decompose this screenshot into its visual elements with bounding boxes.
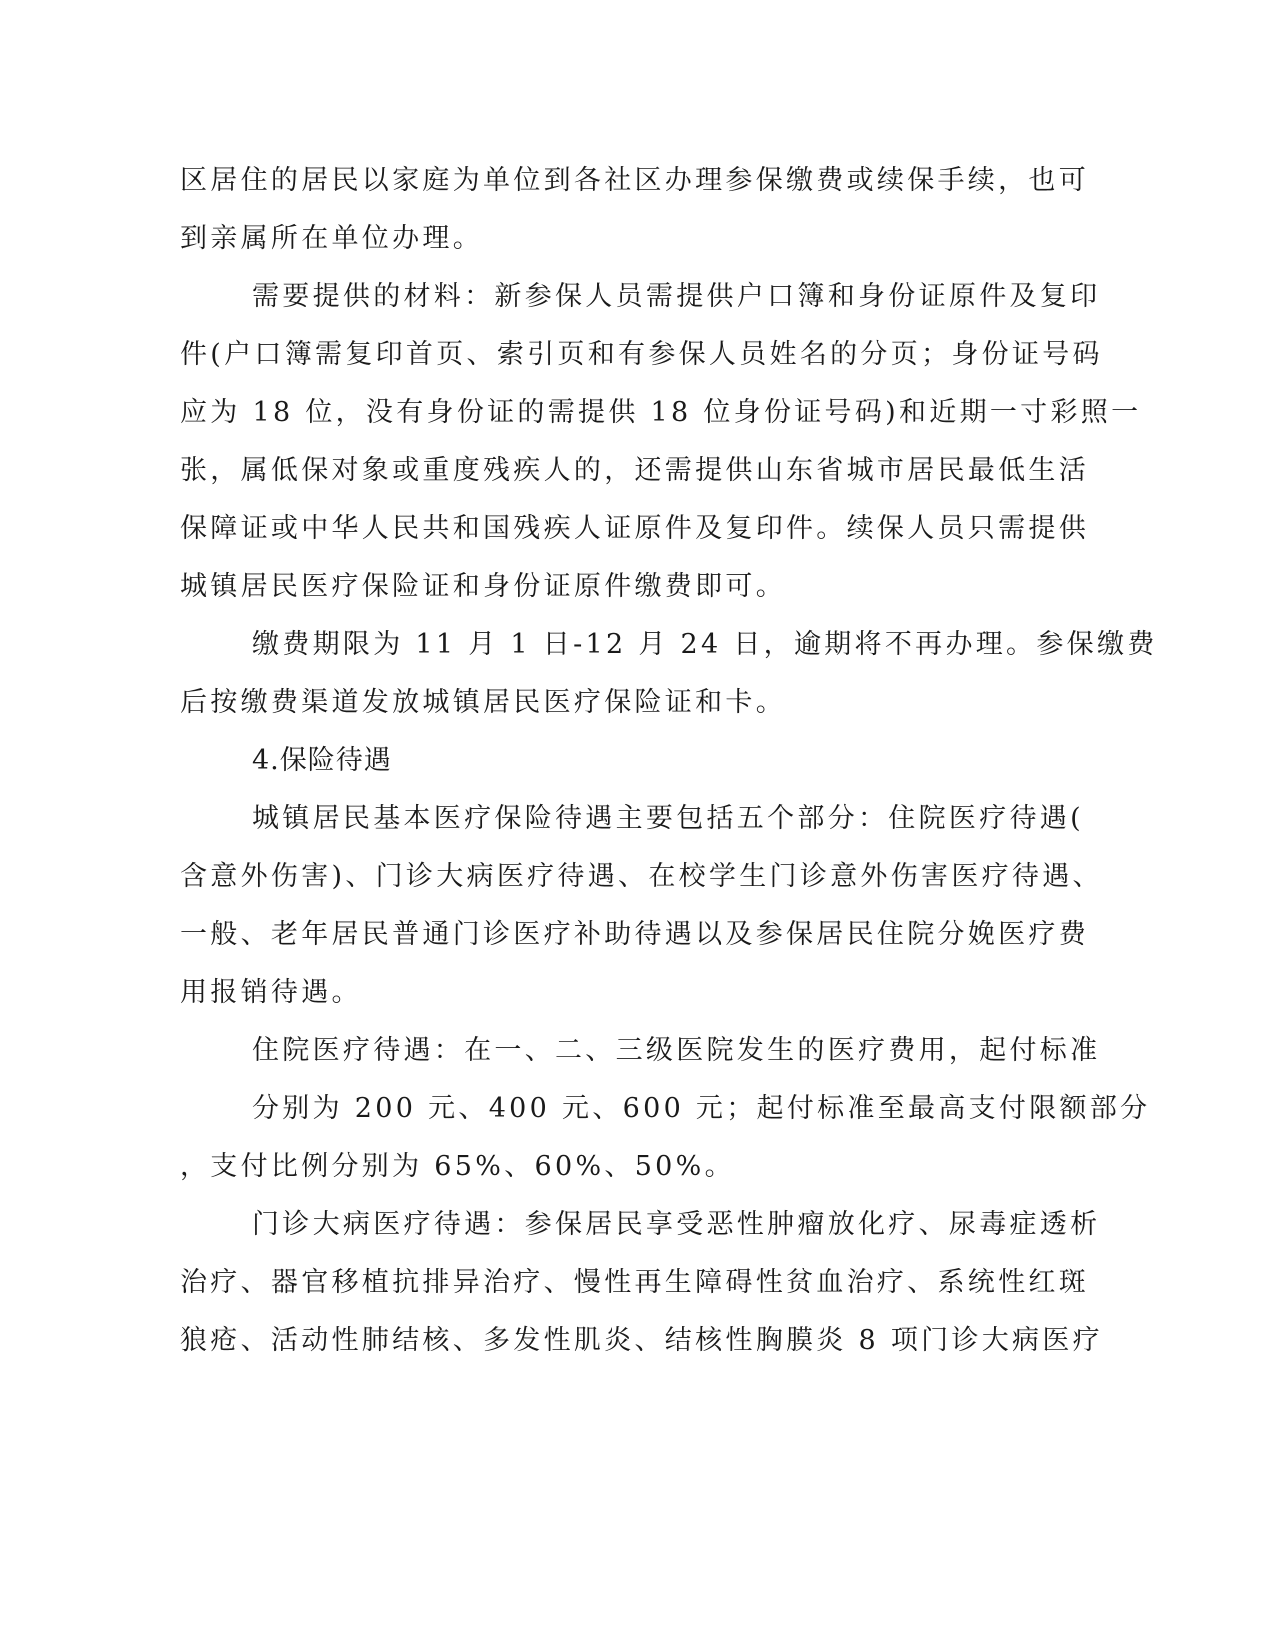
text-line: 含意外伤害)、门诊大病医疗待遇、在校学生门诊意外伤害医疗待遇、 — [180, 861, 1103, 892]
document-page — [180, 152, 1158, 1370]
text-line: 门诊大病医疗待遇：参保居民享受恶性肿瘤放化疗、尿毒症透析 — [252, 1209, 1101, 1240]
text-line: 狼疮、活动性肺结核、多发性肌炎、结核性胸膜炎 8 项门诊大病医疗 — [180, 1325, 1103, 1356]
text-line: 城镇居民医疗保险证和身份证原件缴费即可。 — [180, 571, 786, 602]
text-line: 后按缴费渠道发放城镇居民医疗保险证和卡。 — [180, 687, 786, 718]
text-line: 住院医疗待遇：在一、二、三级医院发生的医疗费用，起付标准 — [252, 1035, 1101, 1066]
text-line: ，支付比例分别为 65%、60%、50%。 — [180, 1151, 735, 1182]
text-line: 到亲属所在单位办理。 — [180, 223, 483, 254]
text-line: 应为 18 位，没有身份证的需提供 18 位身份证号码)和近期一寸彩照一 — [180, 397, 1142, 428]
text-line: 件(户口簿需复印首页、索引页和有参保人员姓名的分页；身份证号码 — [180, 339, 1103, 370]
text-line: 用报销待遇。 — [180, 977, 362, 1008]
text-line: 张，属低保对象或重度残疾人的，还需提供山东省城市居民最低生活 — [180, 455, 1089, 486]
text-line: 缴费期限为 11 月 1 日-12 月 24 日，逾期将不再办理。参保缴费 — [252, 629, 1158, 660]
section-heading: 4.保险待遇 — [252, 745, 392, 776]
text-line: 治疗、器官移植抗排异治疗、慢性再生障碍性贫血治疗、系统性红斑 — [180, 1267, 1089, 1298]
text-line: 保障证或中华人民共和国残疾人证原件及复印件。续保人员只需提供 — [180, 513, 1089, 544]
text-line: 区居住的居民以家庭为单位到各社区办理参保缴费或续保手续，也可 — [180, 165, 1089, 196]
text-line: 分别为 200 元、400 元、600 元；起付标准至最高支付限额部分 — [252, 1093, 1151, 1124]
text-line: 需要提供的材料：新参保人员需提供户口簿和身份证原件及复印 — [252, 281, 1101, 312]
text-line: 一般、老年居民普通门诊医疗补助待遇以及参保居民住院分娩医疗费 — [180, 919, 1089, 950]
text-line: 城镇居民基本医疗保险待遇主要包括五个部分：住院医疗待遇( — [252, 803, 1084, 834]
